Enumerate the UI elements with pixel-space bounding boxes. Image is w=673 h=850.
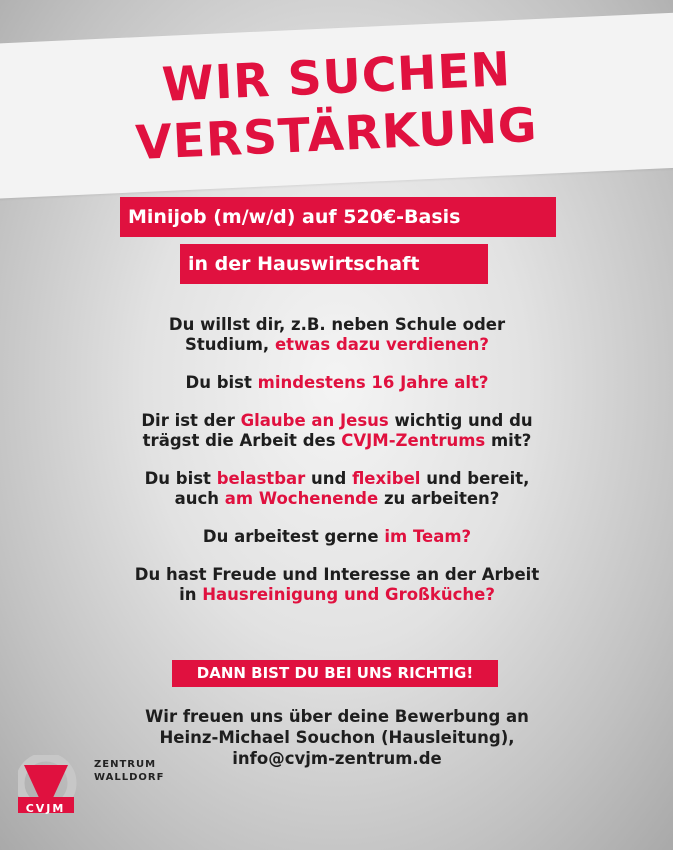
headline-line-2: VERSTÄRKUNG [134, 97, 539, 172]
headline-line-1: WIR SUCHEN [160, 42, 513, 113]
contact-line-2: Heinz-Michael Souchon (Hausleitung), [159, 728, 515, 747]
contact-email[interactable]: info@cvjm-zentrum.de [232, 749, 442, 768]
cta-banner: DANN BIST DU BEI UNS RICHTIG! [172, 660, 498, 687]
question-team: Du arbeitest gerne im Team? [202, 527, 472, 546]
logo-line-2: WALLDORF [94, 772, 165, 783]
area-tag: in der Hauswirtschaft [180, 244, 488, 284]
question-faith: Dir ist der Glaube an Jesus wichtig und du trägst die Arbeit des CVJM-Zentrums mit? [141, 411, 533, 450]
question-list [90, 315, 584, 623]
contact-line-1: Wir freuen uns über deine Bewerbung an [145, 707, 529, 726]
question-age: Du bist mindestens 16 Jahre alt? [185, 373, 489, 392]
question-work-area: Du hast Freude und Interesse an der Arbeit in Hausreinigung und Großküche? [134, 565, 540, 604]
cvjm-logo [18, 755, 168, 825]
job-tag: Minijob (m/w/d) auf 520€-Basis [120, 197, 556, 237]
logo-mark: CVJM [25, 802, 66, 815]
question-earn: Du willst dir, z.B. neben Schule oder Studium, etwas dazu verdienen? [168, 315, 506, 354]
question-flexible: Du bist belastbar und flexibel und bereit, auch am Wochenende zu arbeiten? [144, 469, 530, 508]
logo-line-1: ZENTRUM [94, 759, 157, 770]
